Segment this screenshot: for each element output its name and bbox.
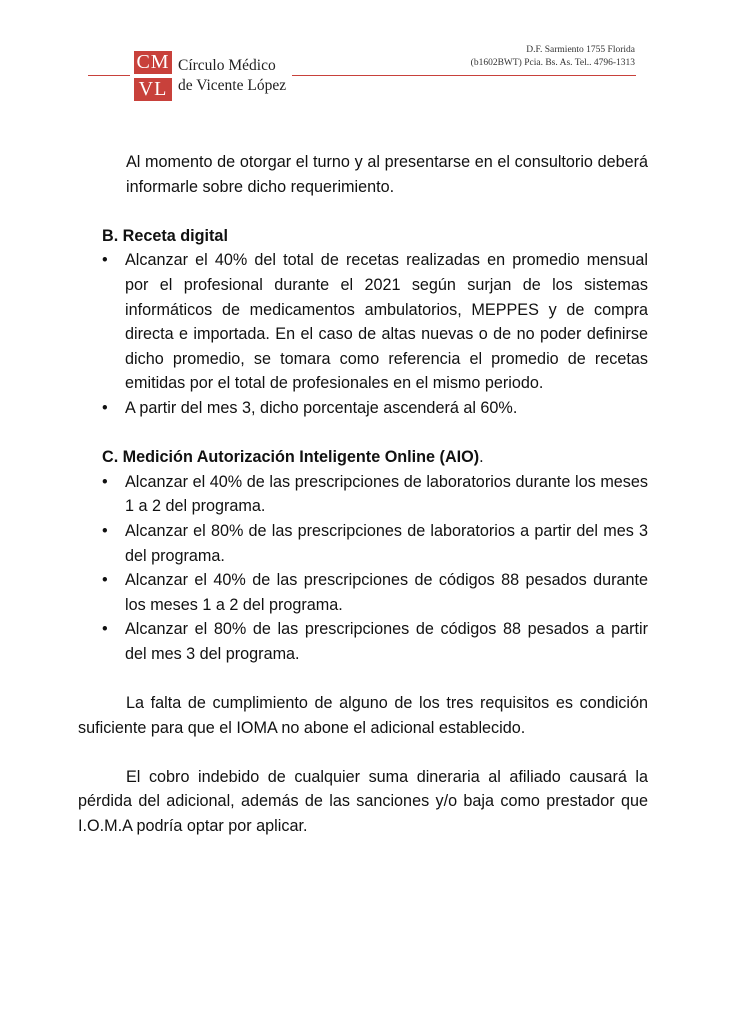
- section-b-list: [78, 248, 648, 420]
- logo-cm: CM: [134, 51, 172, 74]
- letterhead-rule-right: [292, 75, 636, 76]
- section-c-heading: C. Medición Autorización Inteligente Online (AIO).: [102, 448, 484, 467]
- organization-name: [178, 56, 286, 96]
- list-item: • Alcanzar el 80% de las prescripciones de códigos 88 pesados a partir del mes 3 del programa.: [78, 617, 648, 666]
- list-item: • Alcanzar el 40% del total de recetas realizadas en promedio mensual por el profesional durante el 2021 según surjan de los sistemas informáticos de medicamentos ambulatorios, MEPPES y de compra directa e importada. En el caso de altas nuevas o de no poder definirse dicho promedio, se tomara como referencia el promedio de recetas emitidas por el total de profesionales en el mismo periodo.: [78, 248, 648, 396]
- bullet-icon: •: [102, 620, 108, 639]
- bullet-icon: •: [102, 251, 108, 270]
- undue-charge-paragraph: El cobro indebido de cualquier suma dineraria al afiliado causará la pérdida del adicional, además de las sanciones y/o baja como prestador que I.O.M.A podría optar por aplicar.: [78, 767, 648, 836]
- letterhead-rule-left: [88, 75, 130, 76]
- address-line-2: (b1602BWT) Pcia. Bs. As. Tel.. 4796-1313: [470, 58, 635, 68]
- section-b-heading: B. Receta digital: [102, 226, 228, 245]
- document-body: [78, 150, 648, 839]
- requirements-paragraph: La falta de cumplimiento de alguno de los tres requisitos es condición suficiente para que el IOMA no abone el adicional establecido.: [78, 694, 648, 737]
- bullet-icon: •: [102, 571, 108, 590]
- cmvl-logo: [134, 51, 172, 101]
- logo-vl: VL: [134, 78, 172, 101]
- intro-paragraph: Al momento de otorgar el turno y al presentarse en el consultorio deberá informarle sobre dicho requerimiento.: [126, 153, 648, 196]
- list-item: • Alcanzar el 40% de las prescripciones de laboratorios durante los meses 1 a 2 del programa.: [78, 470, 648, 519]
- organization-address: [471, 44, 635, 70]
- list-item: • Alcanzar el 40% de las prescripciones de códigos 88 pesados durante los meses 1 a 2 del programa.: [78, 568, 648, 617]
- list-item: • Alcanzar el 80% de las prescripciones de laboratorios a partir del mes 3 del programa.: [78, 519, 648, 568]
- org-line-1: Círculo Médico: [178, 57, 276, 74]
- bullet-icon: •: [102, 521, 108, 540]
- address-line-1: D.F. Sarmiento 1755 Florida: [526, 45, 635, 55]
- bullet-icon: •: [102, 472, 108, 491]
- bullet-icon: •: [102, 398, 108, 417]
- list-item: • A partir del mes 3, dicho porcentaje ascenderá al 60%.: [78, 396, 648, 421]
- org-line-2: de Vicente López: [178, 77, 287, 94]
- section-c-list: [78, 470, 648, 667]
